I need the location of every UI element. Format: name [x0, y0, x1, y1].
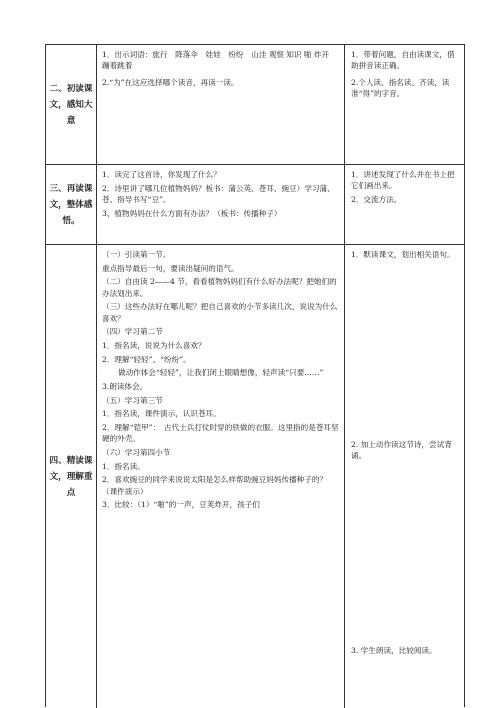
- activity-line: （五）学习第三节: [102, 395, 163, 405]
- activity-line: 2.个人读、指名读、齐读，读准“得”的字音。: [351, 77, 450, 98]
- activity-line: 3、植物妈妈在什么方面有办法？（板书：传播种子）: [102, 208, 282, 218]
- activity-line: 1．带着问题，自由读课文，借助拼音读正确。: [351, 50, 455, 71]
- activity-line: 2．理解“铠甲”： 古代士兵打仗时穿的铁做的衣服。这里指的是苍耳坚硬的外壳。: [102, 423, 339, 444]
- table-row: [46, 45, 464, 165]
- activity-line: 2．诗里讲了哪几位植物妈妈？板书：蒲公英、苍耳、豌豆）学习蒲、苍、指导书写“豆”。: [102, 183, 335, 204]
- activity-line: 1．默读课文，划出相关语句。: [351, 250, 455, 259]
- activity-line: 1．指名读，课件演示，认识苍耳。: [102, 409, 221, 419]
- activity-line: （六）学习第四小节: [102, 448, 171, 458]
- activity-line: （四）学习第二节: [102, 327, 163, 337]
- activity-line: 1．出示词语：旅行 降落伞 娃娃 纷纷 山洼 观察 知识 啪 炸开 蹦着跳着: [102, 50, 337, 71]
- lesson-plan-table: [45, 44, 465, 707]
- table-row: [46, 165, 464, 245]
- stage-label: 三、再读课文，整体感悟。: [49, 183, 93, 226]
- activity-line: 1．讲述发现了什么并在书上把它们画出来。: [351, 170, 455, 191]
- activity-line: 重点指导最后一句，要读出疑问的语气。: [102, 263, 239, 273]
- activity-line: 1．指名读，说说为什么喜欢？: [102, 340, 206, 350]
- activity-line: 2．交流方法。: [351, 194, 402, 204]
- table-row: [46, 245, 464, 708]
- teacher-activity-cell: [97, 245, 345, 708]
- activity-line: （三）这些办法好在哪儿呢？把自己喜欢的小节多读几次，说说为什么喜欢？: [102, 302, 338, 323]
- activity-line: （二）自由读 2——4 节，看看植物妈妈们有什么好办法呢？把她们的办法划出来。: [102, 277, 337, 298]
- teacher-activity-cell: [97, 45, 345, 164]
- stage-label: 四、精读课文，理解重点: [49, 455, 93, 498]
- activity-line: 3. 学生朗读，比较阅读。: [351, 646, 437, 655]
- activity-line: （一）引读第一节。: [102, 250, 171, 259]
- activity-line: 2. 加上动作读这节诗，尝试背诵。: [351, 440, 452, 461]
- stage-cell: [46, 165, 97, 244]
- activity-line: 3．比较：（1）“啪”的一声，豆荚炸开，孩子们: [102, 500, 260, 510]
- teacher-activity-cell: [97, 165, 345, 244]
- activity-line: 2.“为”在这应选择哪个读音，再读一读。: [102, 77, 239, 87]
- student-activity-cell: [345, 165, 464, 244]
- activity-line: 做动作体会“轻轻”，让我们闭上眼睛想像，轻声读“只要……”: [118, 368, 324, 378]
- activity-line: 3.朗读体会。: [102, 382, 148, 392]
- stage-cell: [46, 245, 97, 708]
- student-activity-cell: [345, 45, 464, 164]
- student-activity-cell: [345, 245, 464, 708]
- stage-label: 二、初读课文，感知大意: [49, 83, 93, 126]
- activity-line: 2．喜欢豌豆的同学来说说太阳是怎么样帮助豌豆妈妈传播种子的？（课件演示）: [102, 475, 328, 496]
- stage-cell: [46, 45, 97, 164]
- activity-line: 1．读完了这首诗，你发现了什么？: [102, 170, 221, 179]
- activity-line: 2．理解“轻轻”、“纷纷”。: [102, 354, 191, 364]
- activity-line: 1．指名读。: [102, 461, 145, 471]
